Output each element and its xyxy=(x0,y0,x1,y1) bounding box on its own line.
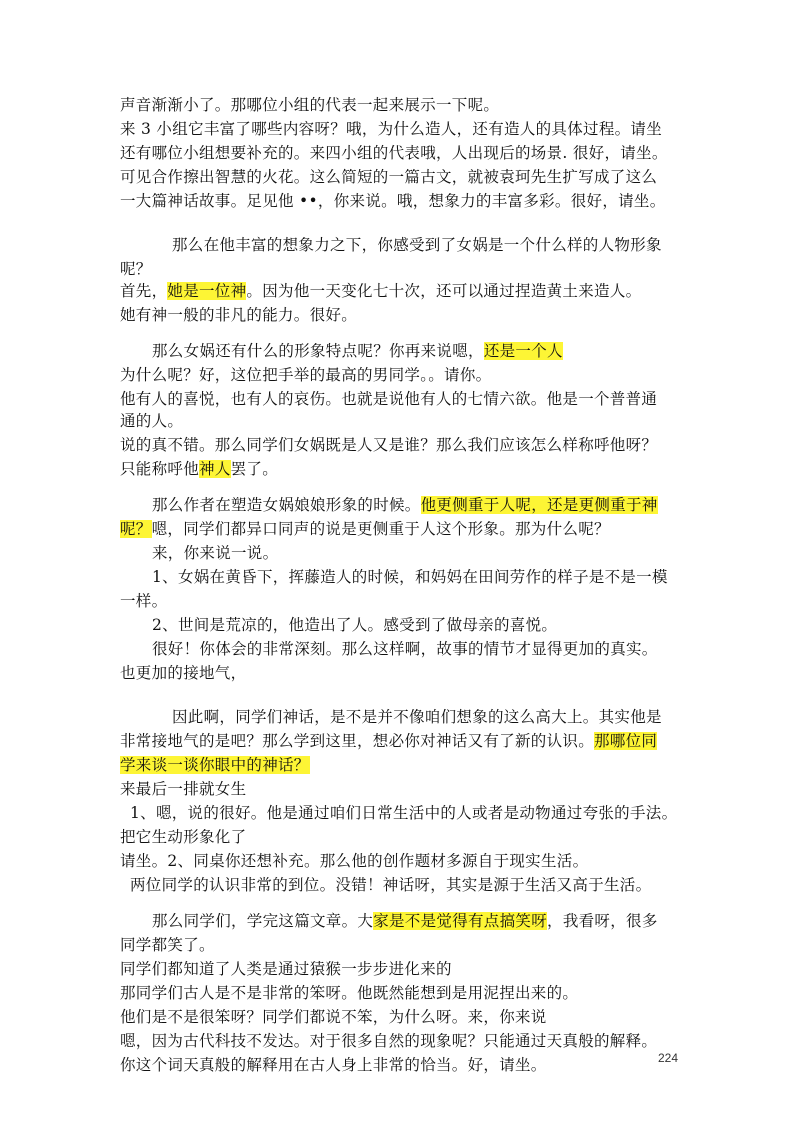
text-line: 那么在他丰富的想象力之下，你感受到了女娲是一个什么样的人物形象 xyxy=(172,236,662,254)
text-line: 说的真不错。那么同学们女娲既是人又是谁？那么我们应该怎么样称呼他呀？ xyxy=(120,436,658,454)
text-line: 也更加的接地气， xyxy=(120,664,247,682)
text-line: 嗯，因为古代科技不发达。对于很多自然的现象呢？只能通过天真般的解释。 xyxy=(120,1032,658,1050)
text-line: 首先，她是一位神。因为他一天变化七十次，还可以通过捏造黄土来造人。 xyxy=(120,282,642,300)
text-line: 来最后一排就女生 xyxy=(120,780,247,798)
text-line: 同学都笑了。 xyxy=(120,936,215,954)
text-line: 1、嗯，说的很好。他是通过咱们日常生活中的人或者是动物通过夸张的手法。 xyxy=(130,804,678,822)
text-line: 同学们都知道了人类是通过猿猴一步步进化来的 xyxy=(120,960,452,978)
text-line: 那同学们古人是不是非常的笨呀。他既然能想到是用泥捏出来的。 xyxy=(120,984,579,1002)
highlighted-text: 呢？ xyxy=(120,520,152,538)
highlighted-text: 神人 xyxy=(199,460,231,478)
text-line: 为什么呢？好，这位把手举的最高的男同学。。请你。 xyxy=(120,366,492,384)
page-number: 224 xyxy=(658,1051,679,1065)
highlighted-text: 他更侧重于人呢，还是更侧重于神 xyxy=(420,496,658,514)
text-line: 把它生动形象化了 xyxy=(120,828,247,846)
text-line: 来 3 小组它丰富了哪些内容呀？哦，为什么造人，还有造人的具体过程。请坐 xyxy=(120,120,663,138)
text-line: 呢？ xyxy=(120,260,152,278)
highlighted-text: 还是一个人 xyxy=(483,342,563,360)
text-line: 一大篇神话故事。足见他 ••，你来说。哦，想象力的丰富多彩。很好，请坐。 xyxy=(120,192,666,210)
text-line: 只能称呼他神人罢了。 xyxy=(120,460,279,478)
text-line: 请坐。2、同桌你还想补充。那么他的创作题材多源自于现实生活。 xyxy=(120,852,589,870)
text-line: 因此啊，同学们神话，是不是并不像咱们想象的这么高大上。其实他是 xyxy=(172,708,662,726)
text-line: 一样。 xyxy=(120,592,168,610)
highlighted-text: 家是不是觉得有点搞笑呀 xyxy=(373,912,548,930)
text-line: 可见合作擦出智慧的火花。这么简短的一篇古文，就被袁珂先生扩写成了这么 xyxy=(120,168,658,186)
text-line: 来，你来说一说。 xyxy=(152,544,279,562)
text-line: 声音渐渐小了。那哪位小组的代表一起来展示一下呢。 xyxy=(120,96,500,114)
text-line: 还有哪位小组想要补充的。来四小组的代表哦，人出现后的场景. 很好，请坐。 xyxy=(120,144,668,162)
text-line: 很好！你体会的非常深刻。那么这样啊，故事的情节才显得更加的真实。 xyxy=(152,640,658,658)
text-line: 两位同学的认识非常的到位。没错！神话呀，其实是源于生活又高于生活。 xyxy=(130,876,652,894)
text-line: 那么同学们，学完这篇文章。大家是不是觉得有点搞笑呀，我看呀，很多 xyxy=(152,912,658,930)
text-line: 那么作者在塑造女娲娘娘形象的时候。他更侧重于人呢，还是更侧重于神 xyxy=(152,496,658,514)
text-line: 2、世间是荒凉的，他造出了人。感受到了做母亲的喜悦。 xyxy=(152,616,558,634)
text-line xyxy=(120,754,695,776)
text-line: 呢？嗯，同学们都异口同声的说是更侧重于人这个形象。那为什么呢？ xyxy=(120,520,610,538)
text-line: 他们是不是很笨呀？同学们都说不笨，为什么呀。来，你来说 xyxy=(120,1008,547,1026)
text-line: 非常接地气的是吧？那么学到这里，想必你对神话又有了新的认识。那哪位同 xyxy=(120,732,658,750)
text-line: 1、女娲在黄昏下，挥藤造人的时候，和妈妈在田间劳作的样子是不是一模 xyxy=(152,568,668,586)
highlighted-text: 那哪位同 xyxy=(594,732,658,750)
text-line: 你这个词天真般的解释用在古人身上非常的恰当。好，请坐。 xyxy=(120,1056,547,1074)
text-line: 她有神一般的非凡的能力。很好。 xyxy=(120,306,358,324)
highlighted-text: 学来谈一谈你眼中的神话？ xyxy=(120,756,310,774)
highlighted-text: 她是一位神 xyxy=(167,282,247,300)
text-line: 那么女娲还有什么的形象特点呢？你再来说嗯，还是一个人 xyxy=(152,342,563,360)
text-line: 他有人的喜悦，也有人的哀伤。也就是说他有人的七情六欲。他是一个普普通 xyxy=(120,390,658,408)
text-line: 通的人。 xyxy=(120,412,184,430)
